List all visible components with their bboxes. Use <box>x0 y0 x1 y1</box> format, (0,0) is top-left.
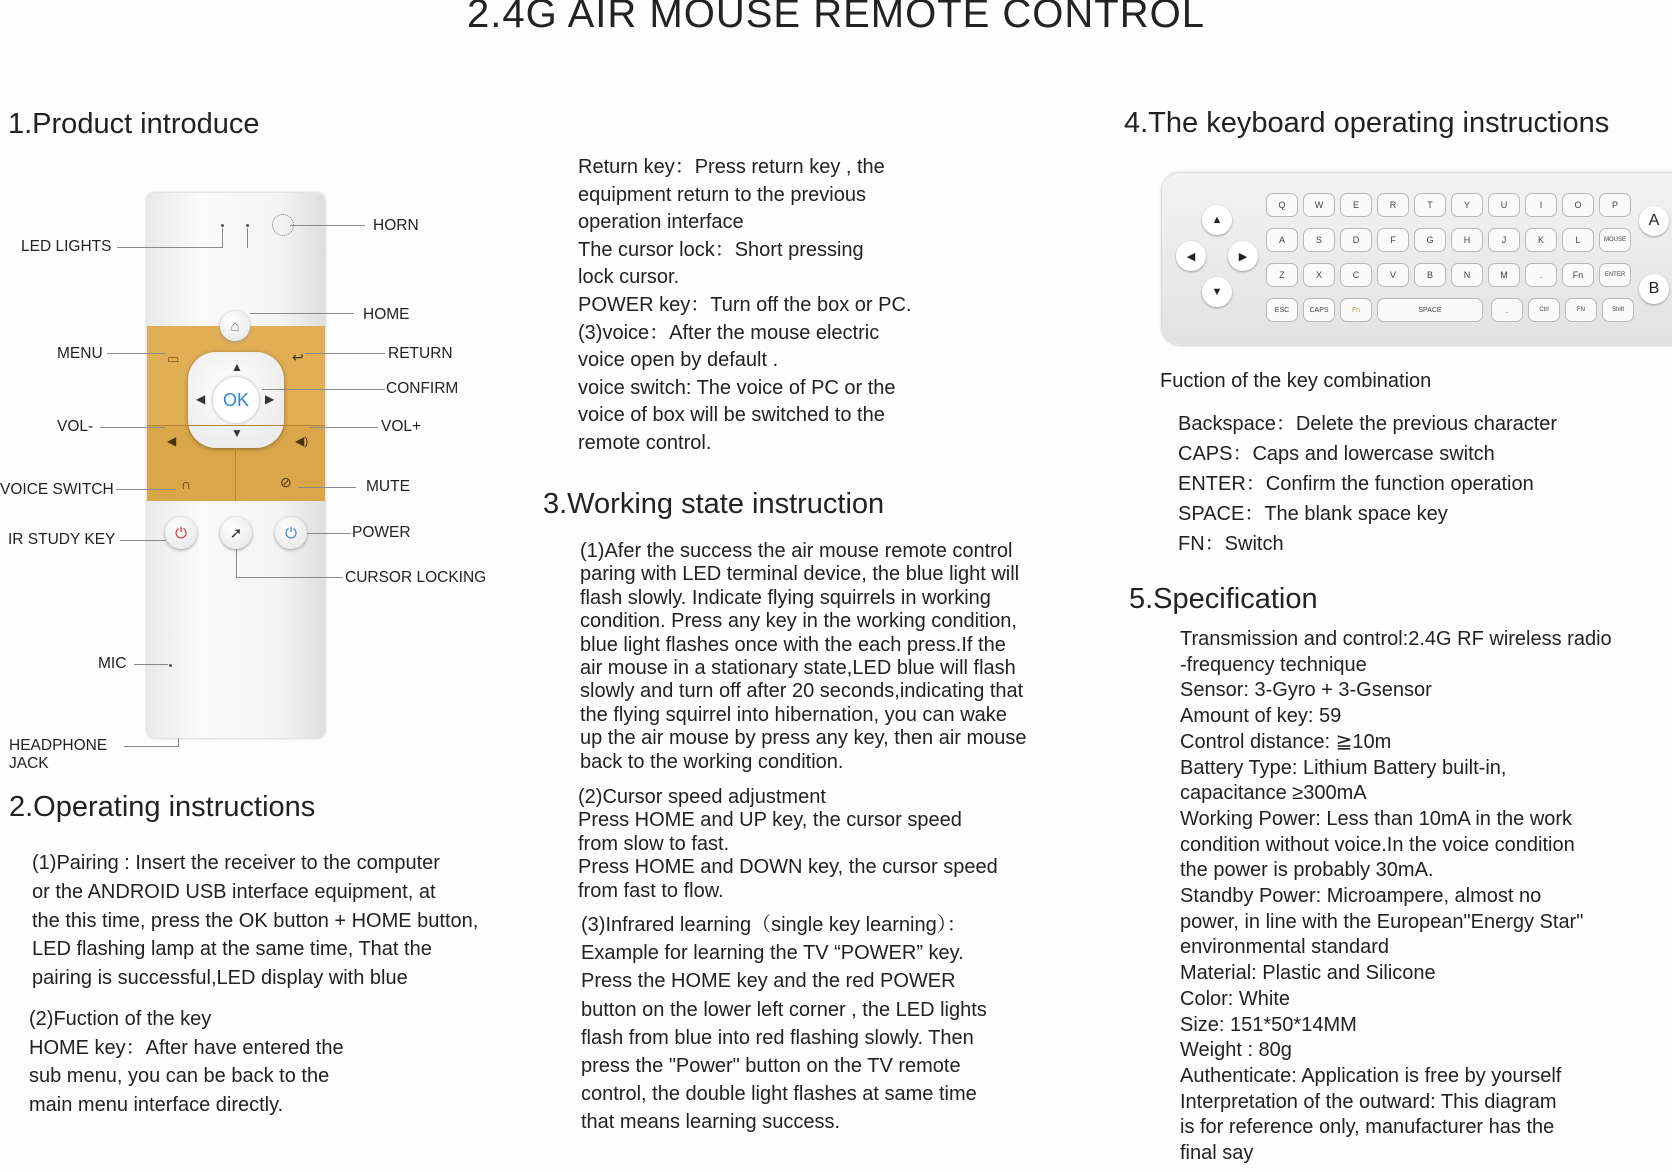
text-line: ENTER：Confirm the function operation <box>1178 473 1534 495</box>
text-line: from fast to flow. <box>578 879 724 902</box>
key: X <box>1303 263 1335 287</box>
side-b-button: B <box>1639 274 1669 304</box>
callout-line <box>236 549 237 577</box>
key: U <box>1488 193 1520 217</box>
text-line: (3)voice：After the mouse electric <box>578 321 880 344</box>
callout-line <box>310 427 378 428</box>
text-line: Size: 151*50*14MM <box>1180 1013 1357 1036</box>
nav-left-icon: ◀ <box>1176 241 1206 271</box>
key: ESC <box>1266 298 1298 322</box>
text-line: Press the HOME key and the red POWER <box>581 970 956 993</box>
key: J <box>1488 228 1520 252</box>
text-line: Transmission and control:2.4G RF wireless radio <box>1180 628 1612 650</box>
text-line: air mouse in a stationary state,LED blue will flash <box>580 657 1016 680</box>
key: G <box>1414 228 1446 252</box>
label-return: RETURN <box>388 345 453 362</box>
text-line: POWER key：Turn off the box or PC. <box>578 293 912 316</box>
label-cursor-locking: CURSOR LOCKING <box>345 569 487 586</box>
right-arrow-icon: ▶ <box>265 392 275 406</box>
key: P <box>1599 193 1631 217</box>
key: . <box>1525 263 1557 287</box>
text-line: flash slowly. Indicate flying squirrels in working <box>580 586 991 609</box>
label-ir-study-key: IR STUDY KEY <box>8 531 116 548</box>
section-3-heading: 3.Working state instruction <box>543 488 885 520</box>
text-line: environmental standard <box>1180 936 1390 959</box>
key: Shift <box>1602 298 1634 322</box>
text-line: (3)Infrared learning（single key learning）： <box>581 914 967 936</box>
callout-line <box>134 664 168 665</box>
keyboard-illustration <box>1162 173 1672 345</box>
key: R <box>1377 193 1409 217</box>
text-line: Backspace：Delete the previous character <box>1178 413 1558 435</box>
text-line: or the ANDROID USB interface equipment, at <box>32 880 436 903</box>
callout-line <box>305 353 385 354</box>
section-1-heading: 1.Product introduce <box>8 108 260 140</box>
text-line: (2)Fuction of the key <box>29 1008 212 1030</box>
callout-line <box>222 228 223 248</box>
ir-power-icon: ⏻ <box>165 517 197 549</box>
text-line: capacitance ≥300mA <box>1180 782 1367 805</box>
cursor-lock-icon: ➚ <box>220 517 252 549</box>
key: M <box>1488 263 1520 287</box>
callout-line <box>116 489 176 490</box>
text-line: button on the lower left corner , the LED lights <box>581 998 987 1021</box>
text-line: final say <box>1180 1142 1254 1165</box>
callout-line <box>124 746 179 747</box>
text-line: press the "Power" button on the TV remote <box>581 1055 961 1078</box>
key: MOUSE <box>1599 228 1631 252</box>
text-line: FN：Switch <box>1178 533 1284 555</box>
key: CAPS <box>1303 298 1335 322</box>
text-line: HOME key：After have entered the <box>29 1036 344 1059</box>
text-line: the flying squirrel into hibernation, you can wake <box>580 703 1007 726</box>
text-line: -frequency technique <box>1180 653 1367 676</box>
text-line: is for reference only, manufacturer has the <box>1180 1116 1555 1139</box>
callout-line <box>120 540 166 541</box>
text-line: (1)Pairing : Insert the receiver to the computer <box>32 852 440 874</box>
text-line: operation interface <box>578 211 744 234</box>
callout-line <box>298 487 356 488</box>
label-voice-switch: VOICE SWITCH <box>0 481 114 498</box>
text-line: CAPS：Caps and lowercase switch <box>1178 443 1495 465</box>
nav-down-icon: ▼ <box>1202 277 1232 307</box>
side-a-button: A <box>1639 206 1669 236</box>
text-line: SPACE：The blank space key <box>1178 503 1448 525</box>
label-mute: MUTE <box>366 478 410 495</box>
key: Q <box>1266 193 1298 217</box>
key: V <box>1377 263 1409 287</box>
callout-line <box>100 427 165 428</box>
key: ENTER <box>1599 263 1631 287</box>
key: H <box>1451 228 1483 252</box>
text-line: from slow to fast. <box>578 832 730 855</box>
key: O <box>1562 193 1594 217</box>
gold-divider <box>147 425 325 426</box>
mute-icon: ⊘ <box>280 474 292 490</box>
text-line: the power is probably 30mA. <box>1180 859 1434 882</box>
text-line: Color: White <box>1180 987 1291 1010</box>
text-line: Battery Type: Lithium Battery built-in, <box>1180 756 1507 779</box>
text-line: paring with LED terminal device, the blue light will <box>580 563 1020 586</box>
key: Y <box>1451 193 1483 217</box>
key: A <box>1266 228 1298 252</box>
key: T <box>1414 193 1446 217</box>
text-line: back to the working condition. <box>580 750 844 773</box>
text-line: pairing is successful,LED display with blue <box>32 967 408 990</box>
key: Fn <box>1562 263 1594 287</box>
text-line: remote control. <box>578 431 712 454</box>
vol-minus-icon: ◀ <box>167 434 177 448</box>
callout-line <box>107 353 165 354</box>
nav-up-icon: ▲ <box>1202 205 1232 235</box>
callout-line <box>250 313 354 314</box>
key: C <box>1340 263 1372 287</box>
text-line: condition. Press any key in the working condition, <box>580 610 1017 633</box>
callout-line <box>247 228 248 248</box>
text-line: blue light flashes once with the each press.If the <box>580 633 1006 656</box>
key: B <box>1414 263 1446 287</box>
label-power: POWER <box>352 524 411 541</box>
callout-line <box>117 247 223 248</box>
combo-heading: Fuction of the key combination <box>1160 370 1432 392</box>
left-arrow-icon: ◀ <box>196 392 206 406</box>
section-4-heading: 4.The keyboard operating instructions <box>1124 107 1610 139</box>
text-line: Example for learning the TV “POWER” key. <box>581 942 964 965</box>
callout-line <box>236 577 343 578</box>
label-jack: JACK <box>9 755 49 772</box>
text-line: (1)Afer the success the air mouse remote control <box>580 540 1013 562</box>
key: FN <box>1565 298 1597 322</box>
key: F <box>1377 228 1409 252</box>
key: I <box>1525 193 1557 217</box>
up-arrow-icon: ▲ <box>231 360 243 374</box>
text-line: flash from blue into red flashing slowly. Then <box>581 1026 974 1049</box>
key: . <box>1491 298 1523 322</box>
section-2-heading: 2.Operating instructions <box>9 791 316 823</box>
label-confirm: CONFIRM <box>386 380 459 397</box>
home-icon: ⌂ <box>220 311 250 341</box>
text-line: condition without voice.In the voice condition <box>1180 833 1575 856</box>
text-line: the this time, press the OK button + HOME button, <box>32 909 479 932</box>
specification-list <box>1180 627 1612 1167</box>
text-line: that means learning success. <box>581 1111 841 1134</box>
combo-list <box>1178 409 1557 559</box>
text-line: Interpretation of the outward: This diagram <box>1180 1090 1557 1113</box>
label-mic: MIC <box>98 655 127 672</box>
text-line: Sensor: 3-Gyro + 3-Gsensor <box>1180 679 1432 702</box>
key: Z <box>1266 263 1298 287</box>
text-line: Working Power: Less than 10mA in the work <box>1180 807 1573 830</box>
working-state-p1 <box>580 540 1027 774</box>
text-line: control, the double light flashes at same time <box>581 1083 977 1106</box>
label-headphone: HEADPHONE <box>9 737 108 754</box>
key: D <box>1340 228 1372 252</box>
power-icon: ⏻ <box>275 517 307 549</box>
text-line: Amount of key: 59 <box>1180 705 1342 728</box>
key: K <box>1525 228 1557 252</box>
text-line: voice of box will be switched to the <box>578 404 885 427</box>
key-function-continued <box>578 154 911 458</box>
led-dot-left <box>221 224 224 227</box>
label-horn: HORN <box>373 217 419 234</box>
text-line: Press HOME and DOWN key, the cursor speed <box>578 856 998 879</box>
headset-icon: ∩ <box>181 476 192 492</box>
text-line: Weight : 80g <box>1180 1039 1292 1062</box>
key: Fn <box>1340 298 1372 322</box>
text-line: Return key：Press return key , the <box>578 156 885 178</box>
text-line: power, in line with the European"Energy Star" <box>1180 910 1584 933</box>
text-line: lock cursor. <box>578 266 680 289</box>
nav-right-icon: ▶ <box>1228 241 1258 271</box>
key: S <box>1303 228 1335 252</box>
text-line: voice switch: The voice of PC or the <box>578 376 896 399</box>
text-line: (2)Cursor speed adjustment <box>578 786 826 808</box>
text-line: slowly and turn off after 20 seconds,indicating that <box>580 680 1024 703</box>
page-title: 2.4G AIR MOUSE REMOTE CONTROL <box>466 0 1205 36</box>
text-line: Press HOME and UP key, the cursor speed <box>578 809 962 832</box>
label-menu: MENU <box>57 345 103 362</box>
mic-dot <box>169 664 172 667</box>
key: L <box>1562 228 1594 252</box>
key: W <box>1303 193 1335 217</box>
text-line: The cursor lock：Short pressing <box>578 238 864 261</box>
text-line: Material: Plastic and Silicone <box>1180 962 1436 985</box>
label-home: HOME <box>363 306 410 323</box>
gold-divider-vertical <box>235 448 236 501</box>
space-key: SPACE <box>1377 298 1483 322</box>
callout-line <box>290 225 365 226</box>
text-line: LED flashing lamp at the same time, That the <box>32 938 432 961</box>
label-vol-plus: VOL+ <box>381 418 422 435</box>
working-state-p2 <box>578 786 998 903</box>
key: Ctrl <box>1528 298 1560 322</box>
return-icon: ↩ <box>292 349 304 365</box>
pairing-paragraph <box>32 849 478 993</box>
text-line: up the air mouse by press any key, then air mouse <box>580 727 1027 750</box>
menu-icon: ▭ <box>167 351 180 366</box>
text-line: Standby Power: Microampere, almost no <box>1180 885 1542 908</box>
down-arrow-icon: ▼ <box>231 426 243 440</box>
fuction-paragraph <box>29 1005 344 1119</box>
key: N <box>1451 263 1483 287</box>
text-line: equipment return to the previous <box>578 183 866 206</box>
text-line: main menu interface directly. <box>29 1093 284 1116</box>
text-line: sub menu, you can be back to the <box>29 1065 330 1087</box>
text-line: voice open by default . <box>578 349 779 372</box>
working-state-p3 <box>581 911 987 1137</box>
ok-button: OK <box>213 377 259 423</box>
key: E <box>1340 193 1372 217</box>
vol-plus-icon: ◀) <box>295 434 309 448</box>
led-dot-right <box>246 224 249 227</box>
callout-line <box>307 533 351 534</box>
callout-line <box>262 389 385 390</box>
text-line: Control distance: ≧10m <box>1180 730 1392 753</box>
label-vol-minus: VOL- <box>57 418 94 435</box>
callout-line <box>178 738 179 747</box>
section-5-heading: 5.Specification <box>1129 583 1318 615</box>
text-line: Authenticate: Application is free by yourself <box>1180 1064 1562 1087</box>
label-led-lights: LED LIGHTS <box>21 238 112 255</box>
